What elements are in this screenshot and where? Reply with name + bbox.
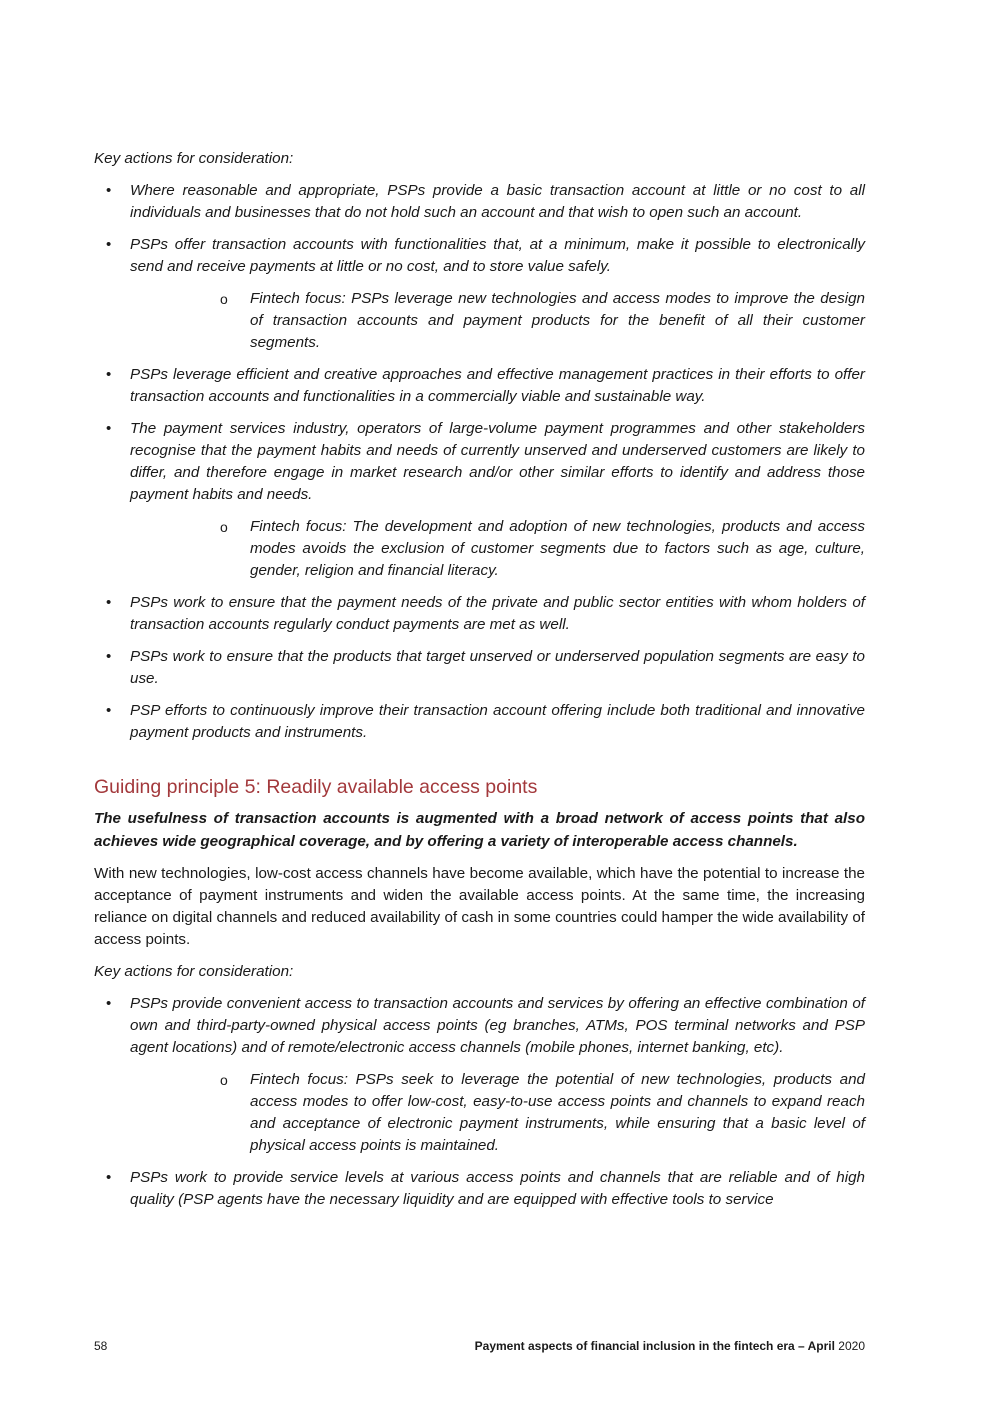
list-item-text: PSPs offer transaction accounts with functionalities that, at a minimum, make it possible to electronically send and receive payments at little or no cost, and to store value safely. <box>130 236 865 275</box>
key-actions-lead: Key actions for consideration: <box>94 150 294 167</box>
page-content <box>94 148 865 1221</box>
list-item-text: PSP efforts to continuously improve their transaction account offering include both traditional and innovative payment products and instruments. <box>130 702 865 741</box>
bullet-icon: • <box>106 648 112 665</box>
bullet-icon: • <box>106 1169 112 1186</box>
sub-list-item <box>130 288 865 354</box>
principle-statement: The usefulness of transaction accounts is augmented with a broad network of access points that also achieves wide geographical coverage, and by offering a variety of interoperable access channels. <box>94 810 865 850</box>
sub-list-item <box>130 516 865 582</box>
list-item <box>94 1167 865 1211</box>
document-title <box>475 1336 865 1356</box>
body-paragraph: With new technologies, low-cost access channels have become available, which have the potential to increase the acceptance of payment instruments and widen the available access points. At the same time, the increasing reliance on digital channels and reduced availability of cash in some countries could hamper the wide availability of access points. <box>94 865 865 948</box>
page-number: 58 <box>94 1339 108 1353</box>
bullet-icon: • <box>106 420 112 437</box>
list-item-text: The payment services industry, operators of large-volume payment programmes and other stakeholders recognise that the payment habits and needs of currently unserved and underserved customers are likely to differ, and therefore engage in market research and/or other similar efforts to identify and address those payment habits and needs. <box>130 420 865 503</box>
key-actions-list <box>94 180 865 744</box>
list-item <box>94 700 865 744</box>
bullet-icon: • <box>106 702 112 719</box>
list-item <box>94 993 865 1157</box>
key-actions-list <box>94 993 865 1211</box>
list-item <box>94 180 865 224</box>
key-actions-lead: Key actions for consideration: <box>94 963 294 980</box>
list-item-text: Where reasonable and appropriate, PSPs provide a basic transaction account at little or no cost to all individuals and businesses that do not hold such an account and that wish to open such an account. <box>130 182 865 221</box>
fintech-focus-text: Fintech focus: The development and adoption of new technologies, products and access modes avoids the exclusion of customer segments due to factors such as age, culture, gender, religion and financial literacy. <box>250 518 865 579</box>
document-year: 2020 <box>838 1339 865 1353</box>
section-heading: Guiding principle 5: Readily available access points <box>94 776 538 798</box>
fintech-focus-text: Fintech focus: PSPs seek to leverage the potential of new technologies, products and access modes to offer low-cost, easy-to-use access points and channels to expand reach and acceptance of electronic payment instruments, while ensuring that a basic level of physical access points is maintained. <box>250 1071 865 1154</box>
page-footer <box>94 1336 865 1356</box>
list-item-text: PSPs work to ensure that the products that target unserved or underserved population segments are easy to use. <box>130 648 865 687</box>
fintech-focus-text: Fintech focus: PSPs leverage new technologies and access modes to improve the design of transaction accounts and payment products for the benefit of all their customer segments. <box>250 290 865 351</box>
bullet-icon: • <box>106 995 112 1012</box>
list-item <box>94 592 865 636</box>
sub-bullet-icon: o <box>220 519 228 535</box>
sub-list-item <box>130 1069 865 1157</box>
sub-bullet-icon: o <box>220 291 228 307</box>
list-item-text: PSPs leverage efficient and creative approaches and effective management practices in their efforts to offer transaction accounts and functionalities in a commercially viable and sustainable way. <box>130 366 865 405</box>
bullet-icon: • <box>106 594 112 611</box>
list-item-text: PSPs work to ensure that the payment needs of the private and public sector entities with whom holders of transaction accounts regularly conduct payments are met as well. <box>130 594 865 633</box>
sub-bullet-icon: o <box>220 1072 228 1088</box>
list-item <box>94 234 865 354</box>
list-item <box>94 364 865 408</box>
list-item <box>94 418 865 582</box>
list-item-text: PSPs provide convenient access to transaction accounts and services by offering an effective combination of own and third-party-owned physical access points (eg branches, ATMs, POS terminal networks and PSP agent locations) and of remote/electronic access channels (mobile phones, internet banking, etc). <box>130 995 865 1056</box>
bullet-icon: • <box>106 182 112 199</box>
bullet-icon: • <box>106 236 112 253</box>
list-item-text: PSPs work to provide service levels at various access points and channels that are reliable and of high quality (PSP agents have the necessary liquidity and are equipped with effective tools to service <box>130 1169 865 1208</box>
document-title-main: Payment aspects of financial inclusion in the fintech era – April <box>474 1339 835 1353</box>
bullet-icon: • <box>106 366 112 383</box>
list-item <box>94 646 865 690</box>
